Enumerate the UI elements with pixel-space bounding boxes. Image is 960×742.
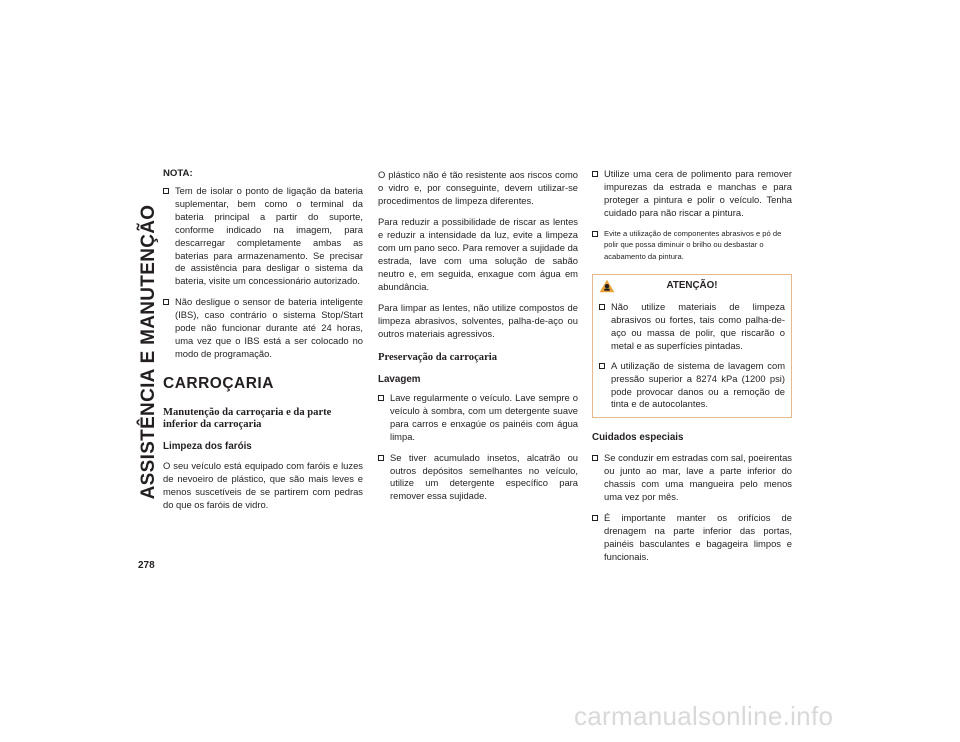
list-item <box>599 301 785 353</box>
column-1 <box>163 168 363 519</box>
list-item <box>163 296 363 361</box>
bullet-box-icon <box>378 395 384 401</box>
side-chapter-title-text: ASSISTÊNCIA E MANUTENÇÃO <box>138 204 159 500</box>
paragraph: O plástico não é tão resistente aos riscos como o vidro e, por conseguinte, devem utilizar-se procedimentos de limpeza diferentes. <box>378 169 578 206</box>
polish-note-list <box>592 228 792 263</box>
watermark-text: carmanualsonline.info <box>574 701 834 731</box>
list-item-text: Se tiver acumulado insetos, alcatrão ou outros depósitos semelhantes no veículo, utilize um detergente específico para remover essa sujidade. <box>390 451 578 502</box>
washing-list <box>378 392 578 503</box>
list-item-text: A utilização de sistema de lavagem com pressão superior a 8274 kPa (1200 psi) pode provocar danos ou a remoção de tinta e de autocolantes. <box>611 359 785 410</box>
list-item-text: Se conduzir em estradas com sal, poeirentas ou junto ao mar, lave a parte inferior do chassis com uma mangueira pelo menos uma vez por mês. <box>604 452 792 503</box>
bullet-box-icon <box>592 171 598 177</box>
side-chapter-title <box>138 172 160 532</box>
list-item <box>592 512 792 564</box>
warning-icon <box>599 279 615 293</box>
list-item <box>163 185 363 288</box>
paragraph: O seu veículo está equipado com faróis e luzes de nevoeiro de plástico, que são mais leves e menos suscetíveis de se partirem com pedras do que os faróis de vidro. <box>163 459 363 510</box>
list-item <box>592 228 792 263</box>
list-item-text: É importante manter os orifícios de drenagem na parte inferior das portas, painéis basculantes e bagageira limpos e funcionais. <box>604 512 792 562</box>
column-2 <box>378 168 578 511</box>
paragraph: Para limpar as lentes, não utilize compostos de limpeza abrasivos, solventes, palha-de-aço ou outros materiais agressivos. <box>378 302 578 339</box>
column-3 <box>592 168 792 572</box>
list-item <box>592 168 792 220</box>
subsubsection-title: Lavagem <box>378 374 421 385</box>
list-item <box>599 360 785 412</box>
list-item-text: Não desligue o sensor de bateria inteligente (IBS), caso contrário o sistema Stop/Start pode não funcionar durante até 24 horas, uma vez que o IBS está a ser colocado no modo de programação. <box>175 296 363 359</box>
section-title: CARROÇARIA <box>163 374 274 392</box>
list-item-text: Tem de isolar o ponto de ligação da bateria suplementar, bem como o terminal da bateria principal a partir do suporte, conforme indicado na imagem, para descarregar completamente ambas as baterias para armazenamento. Se precisar de assistência para desligar o sistema da bateria, visite um concessionário autorizado. <box>175 185 363 287</box>
bullet-box-icon <box>592 455 598 461</box>
warning-header <box>599 279 785 293</box>
note-title: NOTA: <box>163 168 193 179</box>
list-item-text: Evite a utilização de componentes abrasivos e pó de polir que possa diminuir o brilho ou desbastar o acabamento da pintura. <box>604 228 782 261</box>
bullet-box-icon <box>378 455 384 461</box>
list-item <box>378 452 578 504</box>
paragraph: Para reduzir a possibilidade de riscar as lentes e reduzir a intensidade da luz, evite a limpeza com um pano seco. Para remover a sujidade da estrada, lave com uma solução de sabão neutro e, em seguida, enxague com água em abundância. <box>378 216 578 292</box>
subsection-title: Manutenção da carroçaria e da parte inferior da carroçaria <box>163 406 332 430</box>
subsubsection-title: Cuidados especiais <box>592 432 684 444</box>
list-item <box>592 452 792 504</box>
subsection-title: Preservação da carroçaria <box>378 352 498 363</box>
warning-title: ATENÇÃO! <box>666 280 718 292</box>
polish-list <box>592 168 792 220</box>
list-item <box>378 392 578 444</box>
list-item-text: Não utilize materiais de limpeza abrasivos ou fortes, tais como palha-de-aço ou massa de polir, que riscarão o metal e as superfícies pintadas. <box>611 301 785 351</box>
list-item-text: Lave regularmente o veículo. Lave sempre o veículo à sombra, com um detergente suave para carros e enxagúe os painéis com água limpa. <box>390 392 578 442</box>
special-care-list <box>592 452 792 563</box>
warning-list <box>599 301 785 411</box>
subsubsection-title: Limpeza dos faróis <box>163 440 252 452</box>
bullet-box-icon <box>599 304 605 310</box>
note-list <box>163 185 363 361</box>
bullet-box-icon <box>592 515 598 521</box>
bullet-box-icon <box>163 188 169 194</box>
list-item-text: Utilize uma cera de polimento para remover impurezas da estrada e manchas e para proteger a pintura e polir o veículo. Tenha cuidado para não riscar a pintura. <box>604 168 792 218</box>
bullet-box-icon <box>592 231 598 237</box>
warning-box <box>592 274 792 418</box>
bullet-box-icon <box>163 299 169 305</box>
bullet-box-icon <box>599 363 605 369</box>
page-number: 278 <box>138 560 155 571</box>
